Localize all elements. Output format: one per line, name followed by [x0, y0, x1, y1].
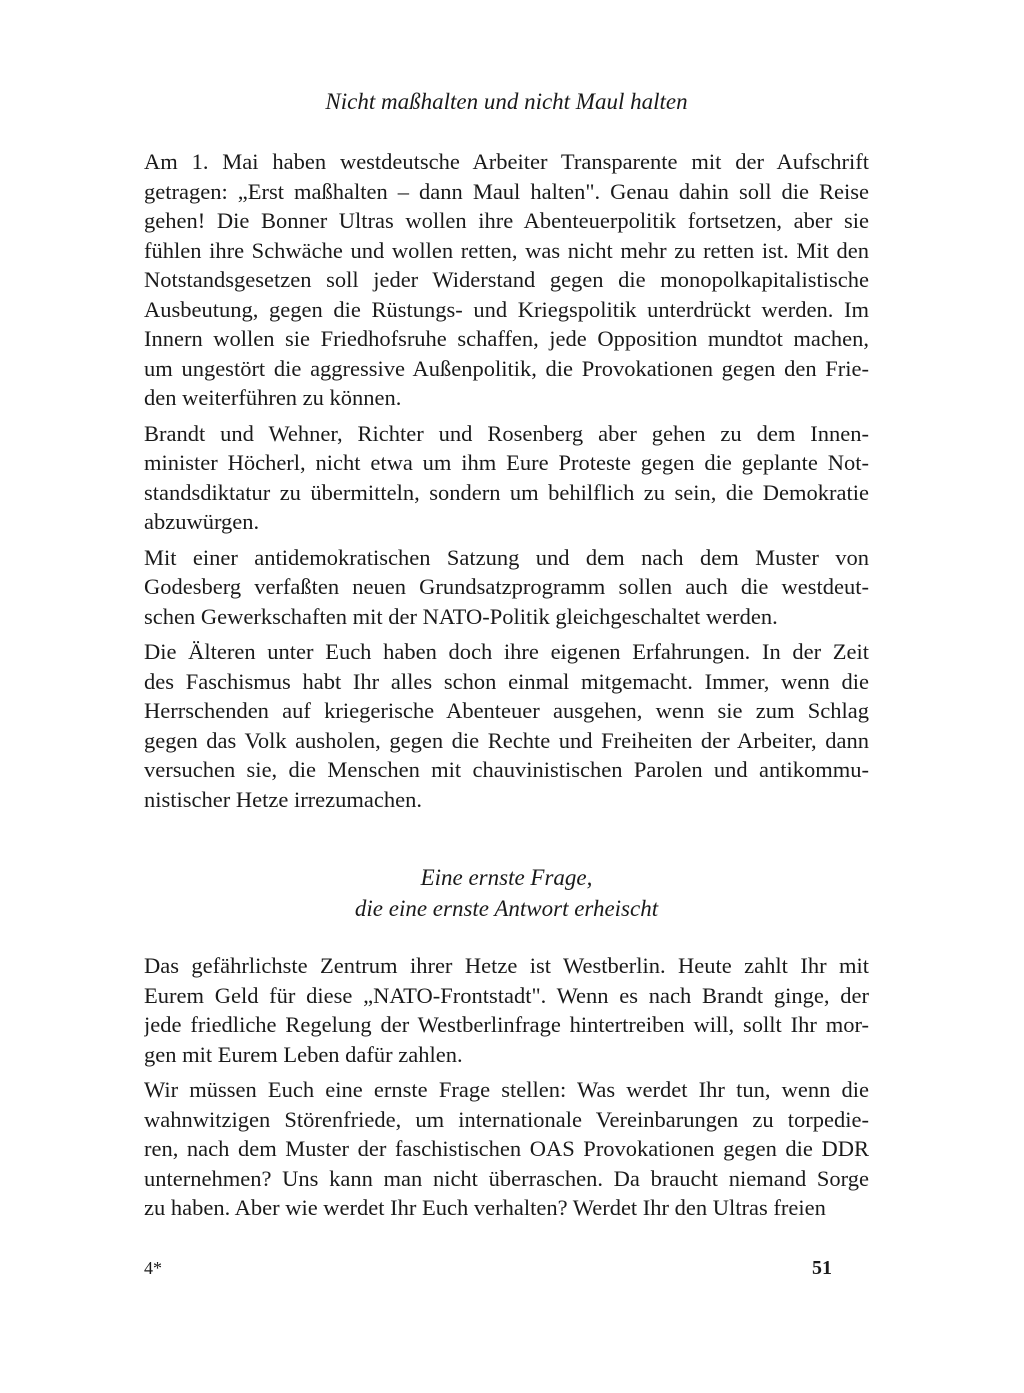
text-line: gen mit Eurem Leben dafür zahlen.: [144, 1041, 463, 1067]
text-line: schen Gewerkschaften mit der NATO-Politik gleichgeschaltet werden.: [144, 603, 778, 629]
section-heading-2-line-1: Eine ernste Frage,: [420, 865, 593, 890]
text-line: Am 1. Mai haben westdeutsche Arbeiter Transparente mit der Aufschrift: [144, 149, 869, 174]
text-line: den weiterführen zu können.: [144, 385, 402, 410]
paragraph: [144, 147, 869, 413]
text-line: fühlen ihre Schwäche und wollen retten, was nicht mehr zu retten ist. Mit den: [144, 237, 869, 263]
text-line: Godesberg verfaßten neuen Grundsatzprogramm sollen auch die westdeut-: [144, 574, 869, 599]
text-line: getragen: „Erst maßhalten – dann Maul halten". Genau dahin soll die Reise: [144, 178, 869, 204]
paragraph: [144, 951, 869, 1069]
text-line: Mit einer antidemokratischen Satzung und dem nach dem Muster von: [144, 544, 869, 570]
text-line: Herrschenden auf kriegerische Abenteuer ausgehen, wenn sie zum Schlag: [144, 698, 869, 723]
text-line: Das gefährlichste Zentrum ihrer Hetze ist Westberlin. Heute zahlt Ihr mit: [144, 953, 869, 978]
text-line: wahnwitzigen Störenfriede, um internationale Vereinbarungen zu torpedie-: [144, 1106, 869, 1132]
section-2-body: [144, 951, 869, 1229]
text-line: gehen! Die Bonner Ultras wollen ihre Abenteuerpolitik fortsetzen, aber sie: [144, 208, 869, 233]
text-line: Notstandsgesetzen soll jeder Widerstand gegen die monopolkapitalistische: [144, 267, 869, 292]
text-line: jede friedliche Regelung der Westberlinfrage hintertreiben will, sollt Ihr mor-: [144, 1012, 869, 1037]
page-number: 51: [812, 1257, 832, 1279]
text-line: Wir müssen Euch eine ernste Frage stellen: Was werdet Ihr tun, wenn die: [144, 1077, 869, 1102]
text-line: unternehmen? Uns kann man nicht überraschen. Da braucht niemand Sorge: [144, 1165, 869, 1191]
text-line: nistischer Hetze irrezumachen.: [144, 786, 422, 812]
paragraph: [144, 637, 869, 814]
text-line: gegen das Volk ausholen, gegen die Rechte und Freiheiten der Arbeiter, dann: [144, 727, 869, 753]
paragraph: [144, 1075, 869, 1223]
text-line: zu haben. Aber wie werdet Ihr Euch verhalten? Werdet Ihr den Ultras freien: [144, 1195, 826, 1220]
text-line: des Faschismus habt Ihr alles schon einmal mitgemacht. Immer, wenn die: [144, 668, 869, 694]
text-line: Eurem Geld für diese „NATO-Frontstadt". Wenn es nach Brandt ginge, der: [144, 982, 869, 1008]
paragraph: [144, 419, 869, 537]
section-heading-2-line-2: die eine ernste Antwort erheischt: [354, 896, 659, 921]
section-heading-2: [144, 862, 869, 924]
text-line: abzuwürgen.: [144, 509, 260, 534]
signature-mark: 4*: [144, 1258, 162, 1278]
text-line: ren, nach dem Muster der faschistischen OAS Provokationen gegen die DDR: [144, 1136, 869, 1161]
section-heading-1: Nicht maßhalten und nicht Maul halten: [325, 89, 688, 114]
text-line: Brandt und Wehner, Richter und Rosenberg aber gehen zu dem Innen-: [144, 420, 869, 446]
text-line: Die Älteren unter Euch haben doch ihre eigenen Erfahrungen. In der Zeit: [144, 639, 869, 664]
text-line: standsdiktatur zu übermitteln, sondern um behilflich zu sein, die Demokratie: [144, 479, 869, 505]
paragraph: [144, 543, 869, 632]
text-line: versuchen sie, die Menschen mit chauvinistischen Parolen und antikommu-: [144, 757, 869, 782]
text-line: minister Höcherl, nicht etwa um ihm Eure Proteste gegen die geplante Not-: [144, 450, 869, 475]
text-line: Innern wollen sie Friedhofsruhe schaffen, jede Opposition mundtot machen,: [144, 326, 869, 351]
text-line: Ausbeutung, gegen die Rüstungs- und Kriegspolitik unterdrückt werden. Im: [144, 296, 869, 322]
section-1-body: [144, 147, 869, 820]
text-line: um ungestört die aggressive Außenpolitik, die Provokationen gegen den Frie-: [144, 355, 869, 381]
